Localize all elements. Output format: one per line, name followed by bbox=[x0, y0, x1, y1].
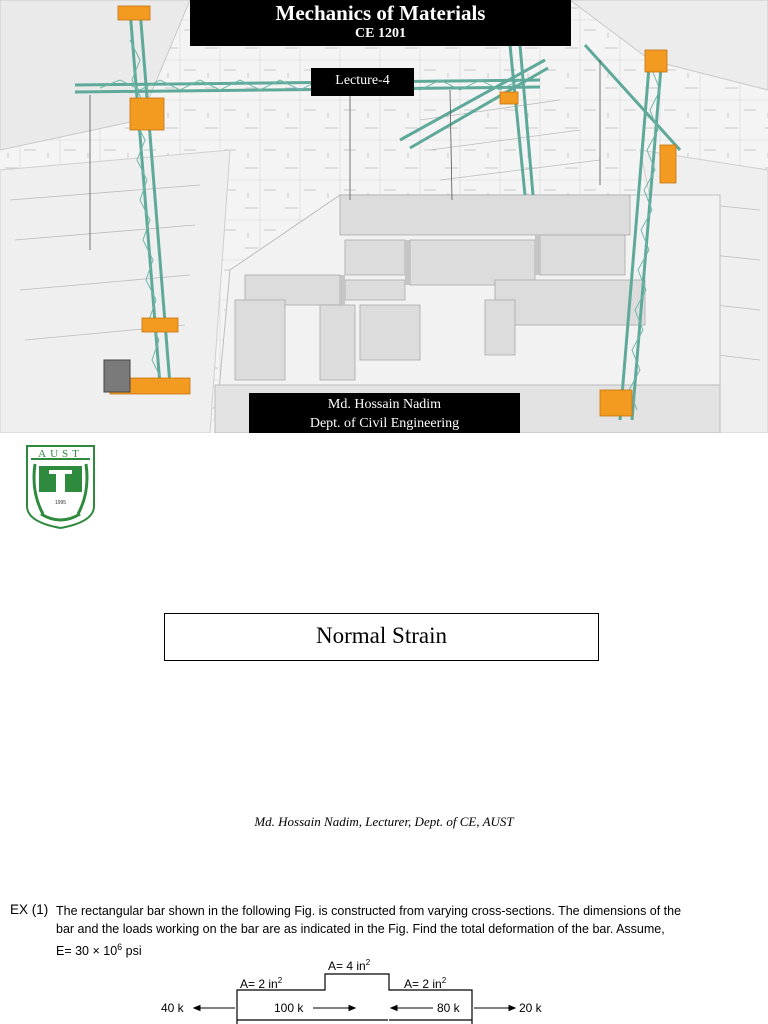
course-title: Mechanics of Materials bbox=[275, 1, 486, 25]
load-right-label: 20 k bbox=[519, 1001, 542, 1015]
load-b-arrow bbox=[391, 1006, 433, 1011]
example-line-1: The rectangular bar shown in the following Fig. is constructed from varying cross-sections. The dimensions of the bbox=[56, 904, 682, 918]
load-left-arrow bbox=[194, 1006, 235, 1011]
author-name: Md. Hossain Nadim bbox=[327, 397, 442, 412]
cover-image bbox=[0, 0, 768, 433]
load-left-label: 40 k bbox=[161, 1001, 184, 1015]
section-title-box bbox=[164, 613, 599, 661]
author-box bbox=[249, 393, 520, 433]
load-b-label: 80 k bbox=[437, 1001, 460, 1015]
area-middle-label: A= 4 $in^2$ bbox=[328, 958, 371, 973]
logo-year: 1995 bbox=[54, 500, 67, 506]
course-title-box bbox=[190, 0, 571, 46]
example-label: EX (1) bbox=[10, 902, 49, 917]
bar-figure bbox=[150, 955, 570, 1024]
construction-illustration bbox=[0, 0, 768, 433]
modulus-prefix: E= 30 × 10 bbox=[56, 944, 118, 959]
area-right-label: A= 2 $in^2$ bbox=[404, 976, 447, 991]
modulus-suffix: psi bbox=[122, 944, 142, 959]
lecture-label: Lecture-4 bbox=[311, 68, 414, 96]
load-a-arrow bbox=[313, 1006, 355, 1011]
example-line-2: bar and the loads working on the bar are as indicated in the Fig. Find the total deformation of the bar. Assume, bbox=[56, 922, 665, 936]
logo-letters: AUST bbox=[38, 448, 83, 460]
modulus-exponent: 6 bbox=[117, 942, 123, 952]
load-a-label: 100 k bbox=[274, 1001, 304, 1015]
aust-logo bbox=[25, 444, 96, 530]
example-text bbox=[56, 902, 736, 960]
author-dept: Dept. of Civil Engineering bbox=[309, 416, 460, 431]
load-right-arrow bbox=[474, 1006, 515, 1011]
course-code: CE 1201 bbox=[355, 26, 406, 41]
section-title: Normal Strain bbox=[316, 623, 447, 648]
credit-line: Md. Hossain Nadim, Lecturer, Dept. of CE, AUST bbox=[254, 814, 514, 829]
area-left-label: A= 2 $in^2$ bbox=[240, 976, 283, 991]
